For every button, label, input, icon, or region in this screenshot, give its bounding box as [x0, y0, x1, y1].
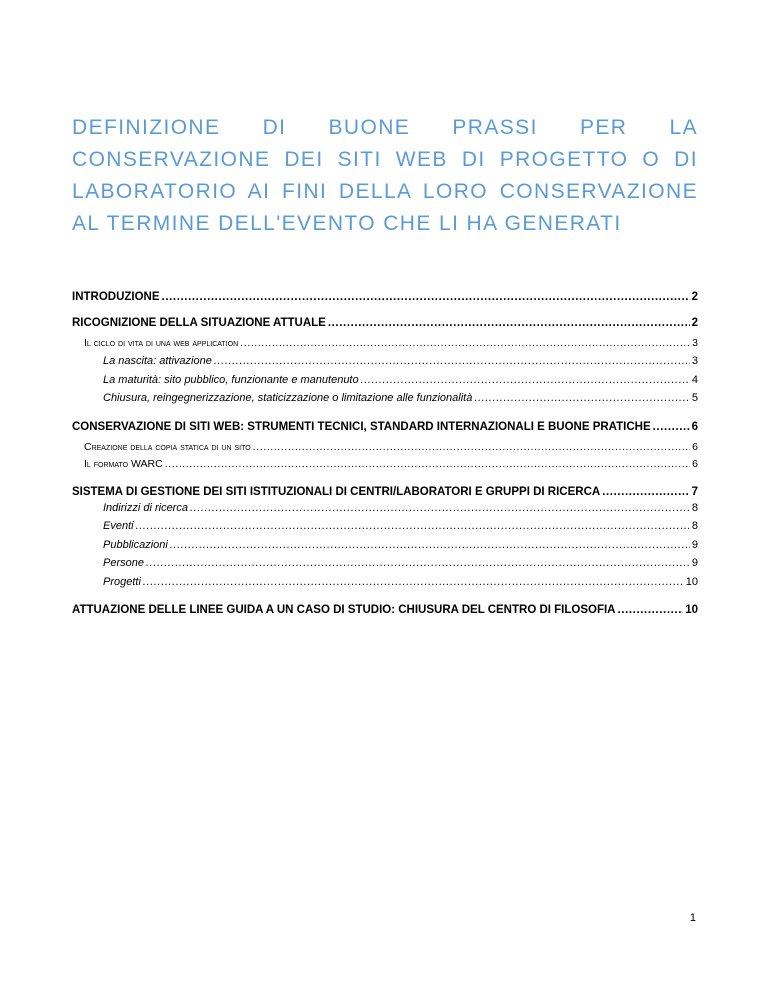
page-number: 1 [689, 912, 696, 924]
toc-leader-dots [146, 554, 690, 573]
toc-page-number: 6 [692, 457, 698, 470]
toc-entry-label: ATTUAZIONE DELLE LINEE GUIDA A UN CASO DI STUDIO: CHIUSURA DEL CENTRO DI FILOSOFIA [72, 604, 616, 616]
toc-entry-label: Il ciclo di vita di una web application [84, 337, 239, 349]
table-of-contents [72, 290, 698, 617]
page-title: DEFINIZIONE DI BUONE PRASSI PER LA CONSERVAZIONE DEI SITI WEB DI PROGETTO O DI LABORATORIO AI FINI DELLA LORO CONSERVAZIONE AL TERMINE DELL'EVENTO CHE LI HA GENERATI [72, 116, 698, 235]
toc-page-number: 8 [691, 501, 698, 514]
toc-entry-label: Creazione della copia statica di un sito [84, 440, 251, 453]
toc-leader-dots [602, 485, 689, 499]
toc-entry[interactable] [72, 499, 698, 518]
toc-page-number: 3 [692, 337, 698, 349]
toc-entry[interactable] [72, 352, 698, 371]
toc-leader-dots [617, 603, 683, 617]
toc-page-number: 6 [692, 440, 698, 453]
toc-page-number: 10 [685, 604, 698, 616]
toc-entry-label: La maturità: sito pubblico, funzionante e manutenuto [103, 373, 359, 386]
toc-entry[interactable] [72, 517, 698, 536]
toc-page-number: 4 [691, 373, 698, 386]
toc-entry-label: Il formato WARC [84, 457, 163, 470]
toc-entry-label: INTRODUZIONE [72, 291, 160, 303]
toc-page-number: 10 [685, 575, 698, 588]
toc-leader-dots [474, 389, 690, 408]
toc-entry[interactable] [72, 420, 698, 434]
toc-leader-dots [162, 290, 690, 304]
toc-entry[interactable] [72, 573, 698, 592]
toc-entry-label: SISTEMA DI GESTIONE DEI SITI ISTITUZIONALI DI CENTRI/LABORATORI E GRUPPI DI RICERCA [72, 485, 601, 498]
toc-page-number: 9 [691, 557, 698, 569]
toc-leader-dots [136, 517, 690, 536]
toc-entry[interactable] [72, 485, 698, 499]
toc-entry-label: Eventi [103, 520, 134, 532]
toc-leader-dots [143, 573, 684, 592]
toc-entry[interactable] [72, 290, 698, 304]
toc-page-number: 2 [691, 291, 698, 303]
toc-entry[interactable] [72, 536, 698, 555]
toc-page-number: 3 [691, 355, 698, 367]
toc-entry-label: Progetti [103, 575, 141, 588]
toc-page-number: 6 [691, 420, 698, 433]
toc-page-number: 7 [691, 485, 698, 498]
toc-entry[interactable] [72, 554, 698, 573]
toc-leader-dots [253, 439, 690, 456]
toc-leader-dots [165, 456, 690, 473]
toc-leader-dots [190, 499, 690, 518]
toc-entry-label: La nascita: attivazione [103, 355, 212, 367]
toc-leader-dots [361, 371, 690, 390]
toc-entry-label: Persone [103, 557, 144, 569]
toc-entry-label: RICOGNIZIONE DELLA SITUAZIONE ATTUALE [72, 317, 326, 329]
toc-entry[interactable] [72, 316, 698, 330]
toc-leader-dots [653, 420, 690, 434]
toc-leader-dots [214, 352, 690, 371]
toc-entry-label: Pubblicazioni [103, 538, 168, 551]
toc-leader-dots [328, 316, 690, 330]
toc-entry[interactable] [72, 371, 698, 390]
toc-entry-label: CONSERVAZIONE DI SITI WEB: STRUMENTI TECNICI, STANDARD INTERNAZIONALI E BUONE PRATICHE [72, 420, 651, 433]
toc-entry[interactable] [72, 389, 698, 408]
toc-entry-label: Chiusura, reingegnerizzazione, staticizzazione o limitazione alle funzionalità [103, 392, 473, 404]
toc-page-number: 9 [691, 538, 698, 551]
toc-entry[interactable] [72, 439, 698, 456]
toc-page-number: 8 [691, 520, 698, 532]
toc-entry[interactable] [72, 603, 698, 617]
toc-leader-dots [240, 335, 690, 352]
toc-leader-dots [170, 536, 690, 555]
toc-entry[interactable] [72, 456, 698, 473]
toc-page-number: 5 [691, 392, 698, 404]
toc-entry-label: Indirizzi di ricerca [103, 501, 188, 514]
toc-page-number: 2 [691, 317, 698, 329]
toc-entry[interactable] [72, 335, 698, 352]
